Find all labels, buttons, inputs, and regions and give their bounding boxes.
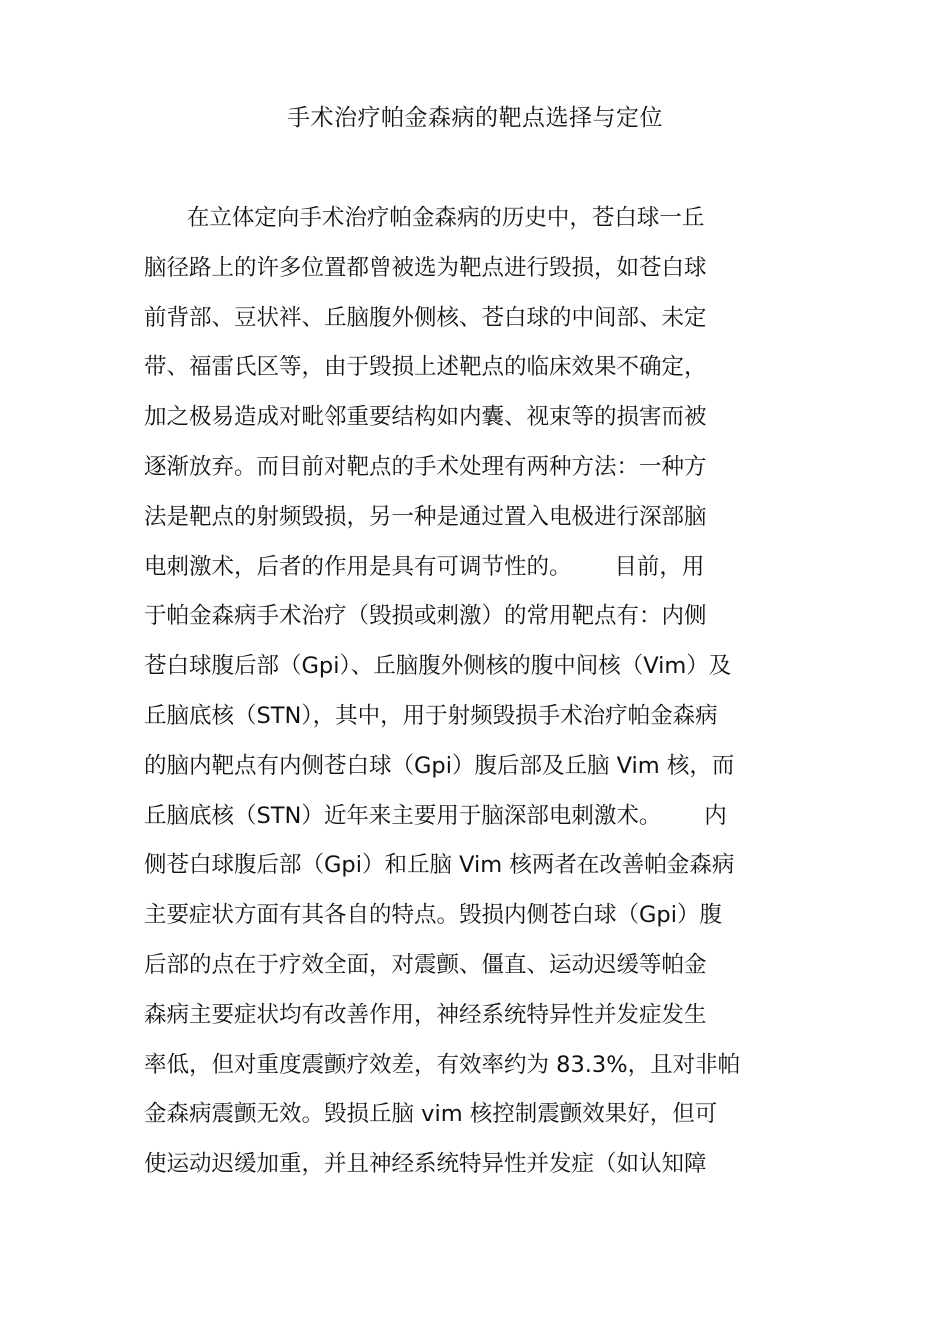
body-line: 后部的点在于疗效全面，对震颤、僵直、运动迟缓等帕金 (144, 951, 707, 978)
document-body (144, 200, 824, 1196)
body-line: 于帕金森病手术治疗（毁损或刺激）的常用靶点有：内侧 (144, 603, 707, 630)
body-line: 侧苍白球腹后部（Gpi）和丘脑 Vim 核两者在改善帕金森病 (144, 852, 735, 879)
body-line: 带、福雷氏区等，由于毁损上述靶点的临床效果不确定， (144, 354, 707, 381)
body-line: 丘脑底核（STN），其中，用于射频毁损手术治疗帕金森病 (144, 702, 718, 729)
body-line: 电刺激术，后者的作用是具有可调节性的。 目前，用 (144, 553, 705, 580)
body-line: 主要症状方面有其各自的特点。毁损内侧苍白球（Gpi）腹 (144, 902, 722, 929)
body-line: 逐渐放弃。而目前对靶点的手术处理有两种方法：一种方 (144, 453, 707, 480)
body-line: 率低，但对重度震颤疗效差，有效率约为 83.3%，且对非帕 (144, 1051, 741, 1078)
body-line: 使运动迟缓加重，并且神经系统特异性并发症（如认知障 (144, 1151, 707, 1178)
body-line: 苍白球腹后部（Gpi）、丘脑腹外侧核的腹中间核（Vim）及 (144, 653, 732, 680)
body-line: 加之极易造成对毗邻重要结构如内囊、视束等的损害而被 (144, 404, 707, 431)
body-line: 脑径路上的许多位置都曾被选为靶点进行毁损，如苍白球 (144, 254, 707, 281)
body-line: 丘脑底核（STN）近年来主要用于脑深部电刺激术。 内 (144, 802, 727, 829)
document-title: 手术治疗帕金森病的靶点选择与定位 (287, 105, 663, 131)
body-line: 金森病震颤无效。毁损丘脑 vim 核控制震颤效果好，但可 (144, 1101, 718, 1128)
body-line: 的脑内靶点有内侧苍白球（Gpi）腹后部及丘脑 Vim 核，而 (144, 752, 735, 779)
body-line: 法是靶点的射频毁损，另一种是通过置入电极进行深部脑 (144, 503, 707, 530)
body-line: 前背部、豆状袢、丘脑腹外侧核、苍白球的中间部、未定 (144, 304, 707, 331)
body-line: 森病主要症状均有改善作用，神经系统特异性并发症发生 (144, 1001, 707, 1028)
body-line: 在立体定向手术治疗帕金森病的历史中，苍白球一丘 (144, 205, 705, 231)
